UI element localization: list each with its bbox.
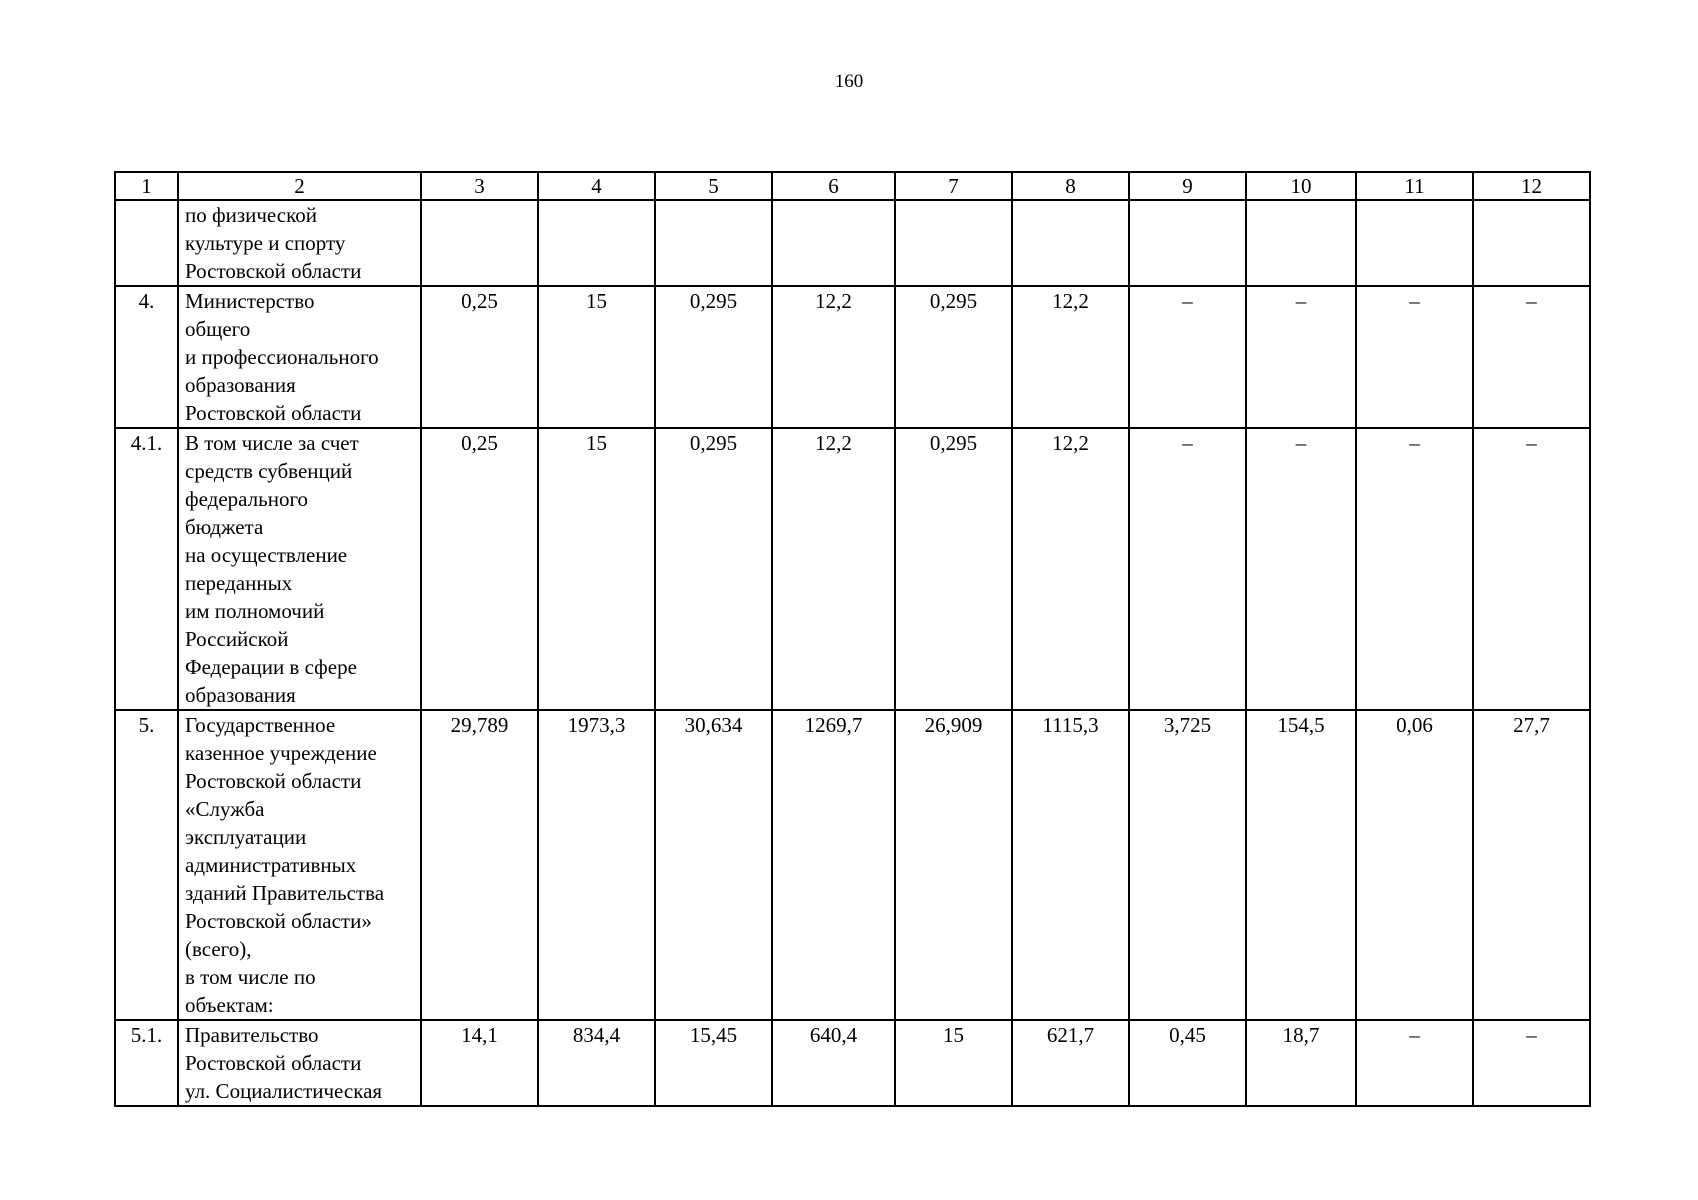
column-header: 11 xyxy=(1356,172,1473,200)
table-cell: 154,5 xyxy=(1246,710,1356,1020)
table-cell xyxy=(1129,200,1246,286)
table-cell: – xyxy=(1473,286,1590,428)
table-cell: – xyxy=(1246,286,1356,428)
table-header-row xyxy=(115,172,1590,200)
table-cell: 621,7 xyxy=(1012,1020,1129,1106)
table-cell: 0,295 xyxy=(655,286,772,428)
table-cell: – xyxy=(1473,428,1590,710)
table-cell: – xyxy=(1356,1020,1473,1106)
row-number: 5.1. xyxy=(115,1020,178,1106)
row-name: по физической культуре и спорту Ростовской области xyxy=(178,200,421,286)
row-name: В том числе за счет средств субвенций федерального бюджета на осуществление переданных им полномочий Российской Федерации в сфере образования xyxy=(178,428,421,710)
table-cell: – xyxy=(1129,428,1246,710)
table-cell xyxy=(1356,200,1473,286)
table-cell: 3,725 xyxy=(1129,710,1246,1020)
table-cell: 18,7 xyxy=(1246,1020,1356,1106)
table-cell: – xyxy=(1246,428,1356,710)
table-cell: 14,1 xyxy=(421,1020,538,1106)
table-cell xyxy=(1246,200,1356,286)
table-cell: – xyxy=(1129,286,1246,428)
table-cell: 834,4 xyxy=(538,1020,655,1106)
table-cell: – xyxy=(1356,428,1473,710)
page-number: 160 xyxy=(834,71,864,92)
table-cell: 0,295 xyxy=(895,286,1012,428)
column-header: 7 xyxy=(895,172,1012,200)
column-header: 10 xyxy=(1246,172,1356,200)
table-cell: – xyxy=(1356,286,1473,428)
table-cell: 1115,3 xyxy=(1012,710,1129,1020)
row-number xyxy=(115,200,178,286)
table-row xyxy=(115,1020,1590,1106)
table-cell: 0,295 xyxy=(655,428,772,710)
table-cell: 15 xyxy=(538,286,655,428)
table-cell: 0,25 xyxy=(421,286,538,428)
table-cell: 12,2 xyxy=(772,286,895,428)
table-cell: 640,4 xyxy=(772,1020,895,1106)
table-cell: 1269,7 xyxy=(772,710,895,1020)
table-cell: 12,2 xyxy=(772,428,895,710)
row-name: Министерство общего и профессионального образования Ростовской области xyxy=(178,286,421,428)
table-cell: 1973,3 xyxy=(538,710,655,1020)
table-cell: 26,909 xyxy=(895,710,1012,1020)
table-cell: 15,45 xyxy=(655,1020,772,1106)
table-cell xyxy=(895,200,1012,286)
column-header: 4 xyxy=(538,172,655,200)
column-header: 12 xyxy=(1473,172,1590,200)
column-header: 9 xyxy=(1129,172,1246,200)
column-header: 8 xyxy=(1012,172,1129,200)
table-cell: 0,25 xyxy=(421,428,538,710)
column-header: 2 xyxy=(178,172,421,200)
table-cell: 0,295 xyxy=(895,428,1012,710)
table-cell xyxy=(655,200,772,286)
row-name: Правительство Ростовской области ул. Социалистическая xyxy=(178,1020,421,1106)
table-cell xyxy=(538,200,655,286)
table-row xyxy=(115,710,1590,1020)
data-table xyxy=(114,171,1591,1107)
column-header: 6 xyxy=(772,172,895,200)
row-number: 5. xyxy=(115,710,178,1020)
column-header: 3 xyxy=(421,172,538,200)
column-header: 5 xyxy=(655,172,772,200)
table-row xyxy=(115,286,1590,428)
table-cell xyxy=(772,200,895,286)
table-cell: 12,2 xyxy=(1012,286,1129,428)
table-cell: – xyxy=(1473,1020,1590,1106)
table-cell xyxy=(1012,200,1129,286)
row-name: Государственное казенное учреждение Ростовской области «Служба эксплуатации административных зданий Правительства Ростовской области» (всего), в том числе по объектам: xyxy=(178,710,421,1020)
table-cell: 0,06 xyxy=(1356,710,1473,1020)
table-cell: 29,789 xyxy=(421,710,538,1020)
column-header: 1 xyxy=(115,172,178,200)
table-cell: 30,634 xyxy=(655,710,772,1020)
table-cell: 12,2 xyxy=(1012,428,1129,710)
row-number: 4. xyxy=(115,286,178,428)
table-cell: 15 xyxy=(895,1020,1012,1106)
table-cell xyxy=(1473,200,1590,286)
table-row xyxy=(115,200,1590,286)
table-cell: 15 xyxy=(538,428,655,710)
table-row xyxy=(115,428,1590,710)
table-cell: 0,45 xyxy=(1129,1020,1246,1106)
row-number: 4.1. xyxy=(115,428,178,710)
table-cell: 27,7 xyxy=(1473,710,1590,1020)
table-cell xyxy=(421,200,538,286)
